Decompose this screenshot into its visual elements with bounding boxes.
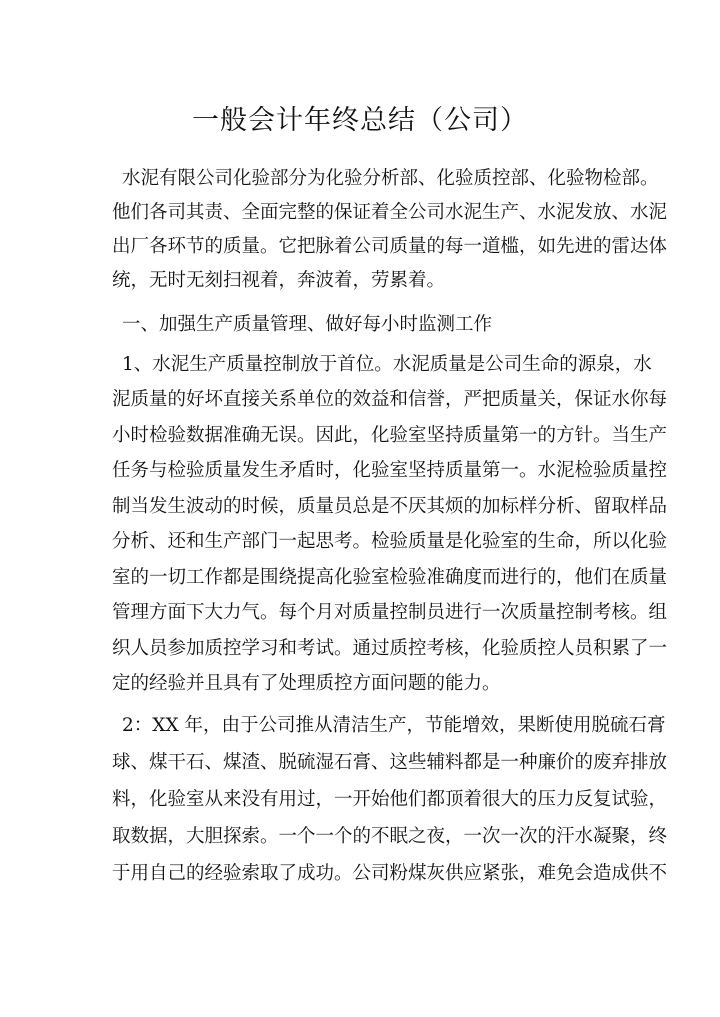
paragraph-line: 2：XX 年，由于公司推从清洁生产，节能增效，果断使用脱硫石膏 <box>122 715 666 736</box>
paragraph-line: 任务与检验质量发生矛盾时，化验室坚持质量第一。水泥检验质量控 <box>112 460 668 481</box>
paragraph-line: 料，化验室从来没有用过，一开始他们都顶着很大的压力反复试验， <box>112 789 668 810</box>
paragraph-line: 织人员参加质控学习和考试。通过质控考核，化验质控人员积累了一 <box>112 638 668 659</box>
paragraph-line: 小时检验数据准确无误。因此，化验室坚持质量第一的方针。当生产 <box>112 425 668 446</box>
paragraph-line: 管理方面下大力气。每个月对质量控制员进行一次质量控制考核。组 <box>112 602 668 623</box>
paragraph-line: 1、水泥生产质量控制放于首位。水泥质量是公司生命的源泉，水 <box>122 354 652 375</box>
paragraph-line: 取数据，大胆探索。一个一个的不眠之夜，一次一次的汗水凝聚，终 <box>112 826 668 847</box>
paragraph-line: 定的经验并且具有了处理质控方面问题的能力。 <box>112 673 501 694</box>
paragraph-line: 制当发生波动的时候，质量员总是不厌其烦的加标样分析、留取样品 <box>112 496 668 517</box>
paragraph-line: 球、煤干石、煤渣、脱硫湿石膏、这些辅料都是一种廉价的废弃排放 <box>112 752 668 773</box>
paragraph-line: 于用自己的经验索取了成功。公司粉煤灰供应紧张，难免会造成供不 <box>112 863 668 884</box>
paragraph-line: 泥质量的好坏直接关系单位的效益和信誉，严把质量关，保证水你每 <box>112 389 668 410</box>
document-title: 一般会计年终总结（公司） <box>192 105 528 136</box>
paragraph-line: 出厂各环节的质量。它把脉着公司质量的每一道槛，如先进的雷达体 <box>112 236 668 257</box>
paragraph-line: 统，无时无刻扫视着，奔波着，劳累着。 <box>112 270 446 291</box>
section-heading: 一、加强生产质量管理、做好每小时监测工作 <box>122 314 493 335</box>
paragraph-line: 水泥有限公司化验部分为化验分析部、化验质控部、化验物检部。 <box>122 168 659 189</box>
paragraph-line: 分析、还和生产部门一起思考。检验质量是化验室的生命，所以化验 <box>112 531 668 552</box>
paragraph-line: 室的一切工作都是围绕提高化验室检验准确度而进行的，他们在质量 <box>112 567 668 588</box>
paragraph-line: 他们各司其责、全面完整的保证着全公司水泥生产、水泥发放、水泥 <box>112 202 668 223</box>
